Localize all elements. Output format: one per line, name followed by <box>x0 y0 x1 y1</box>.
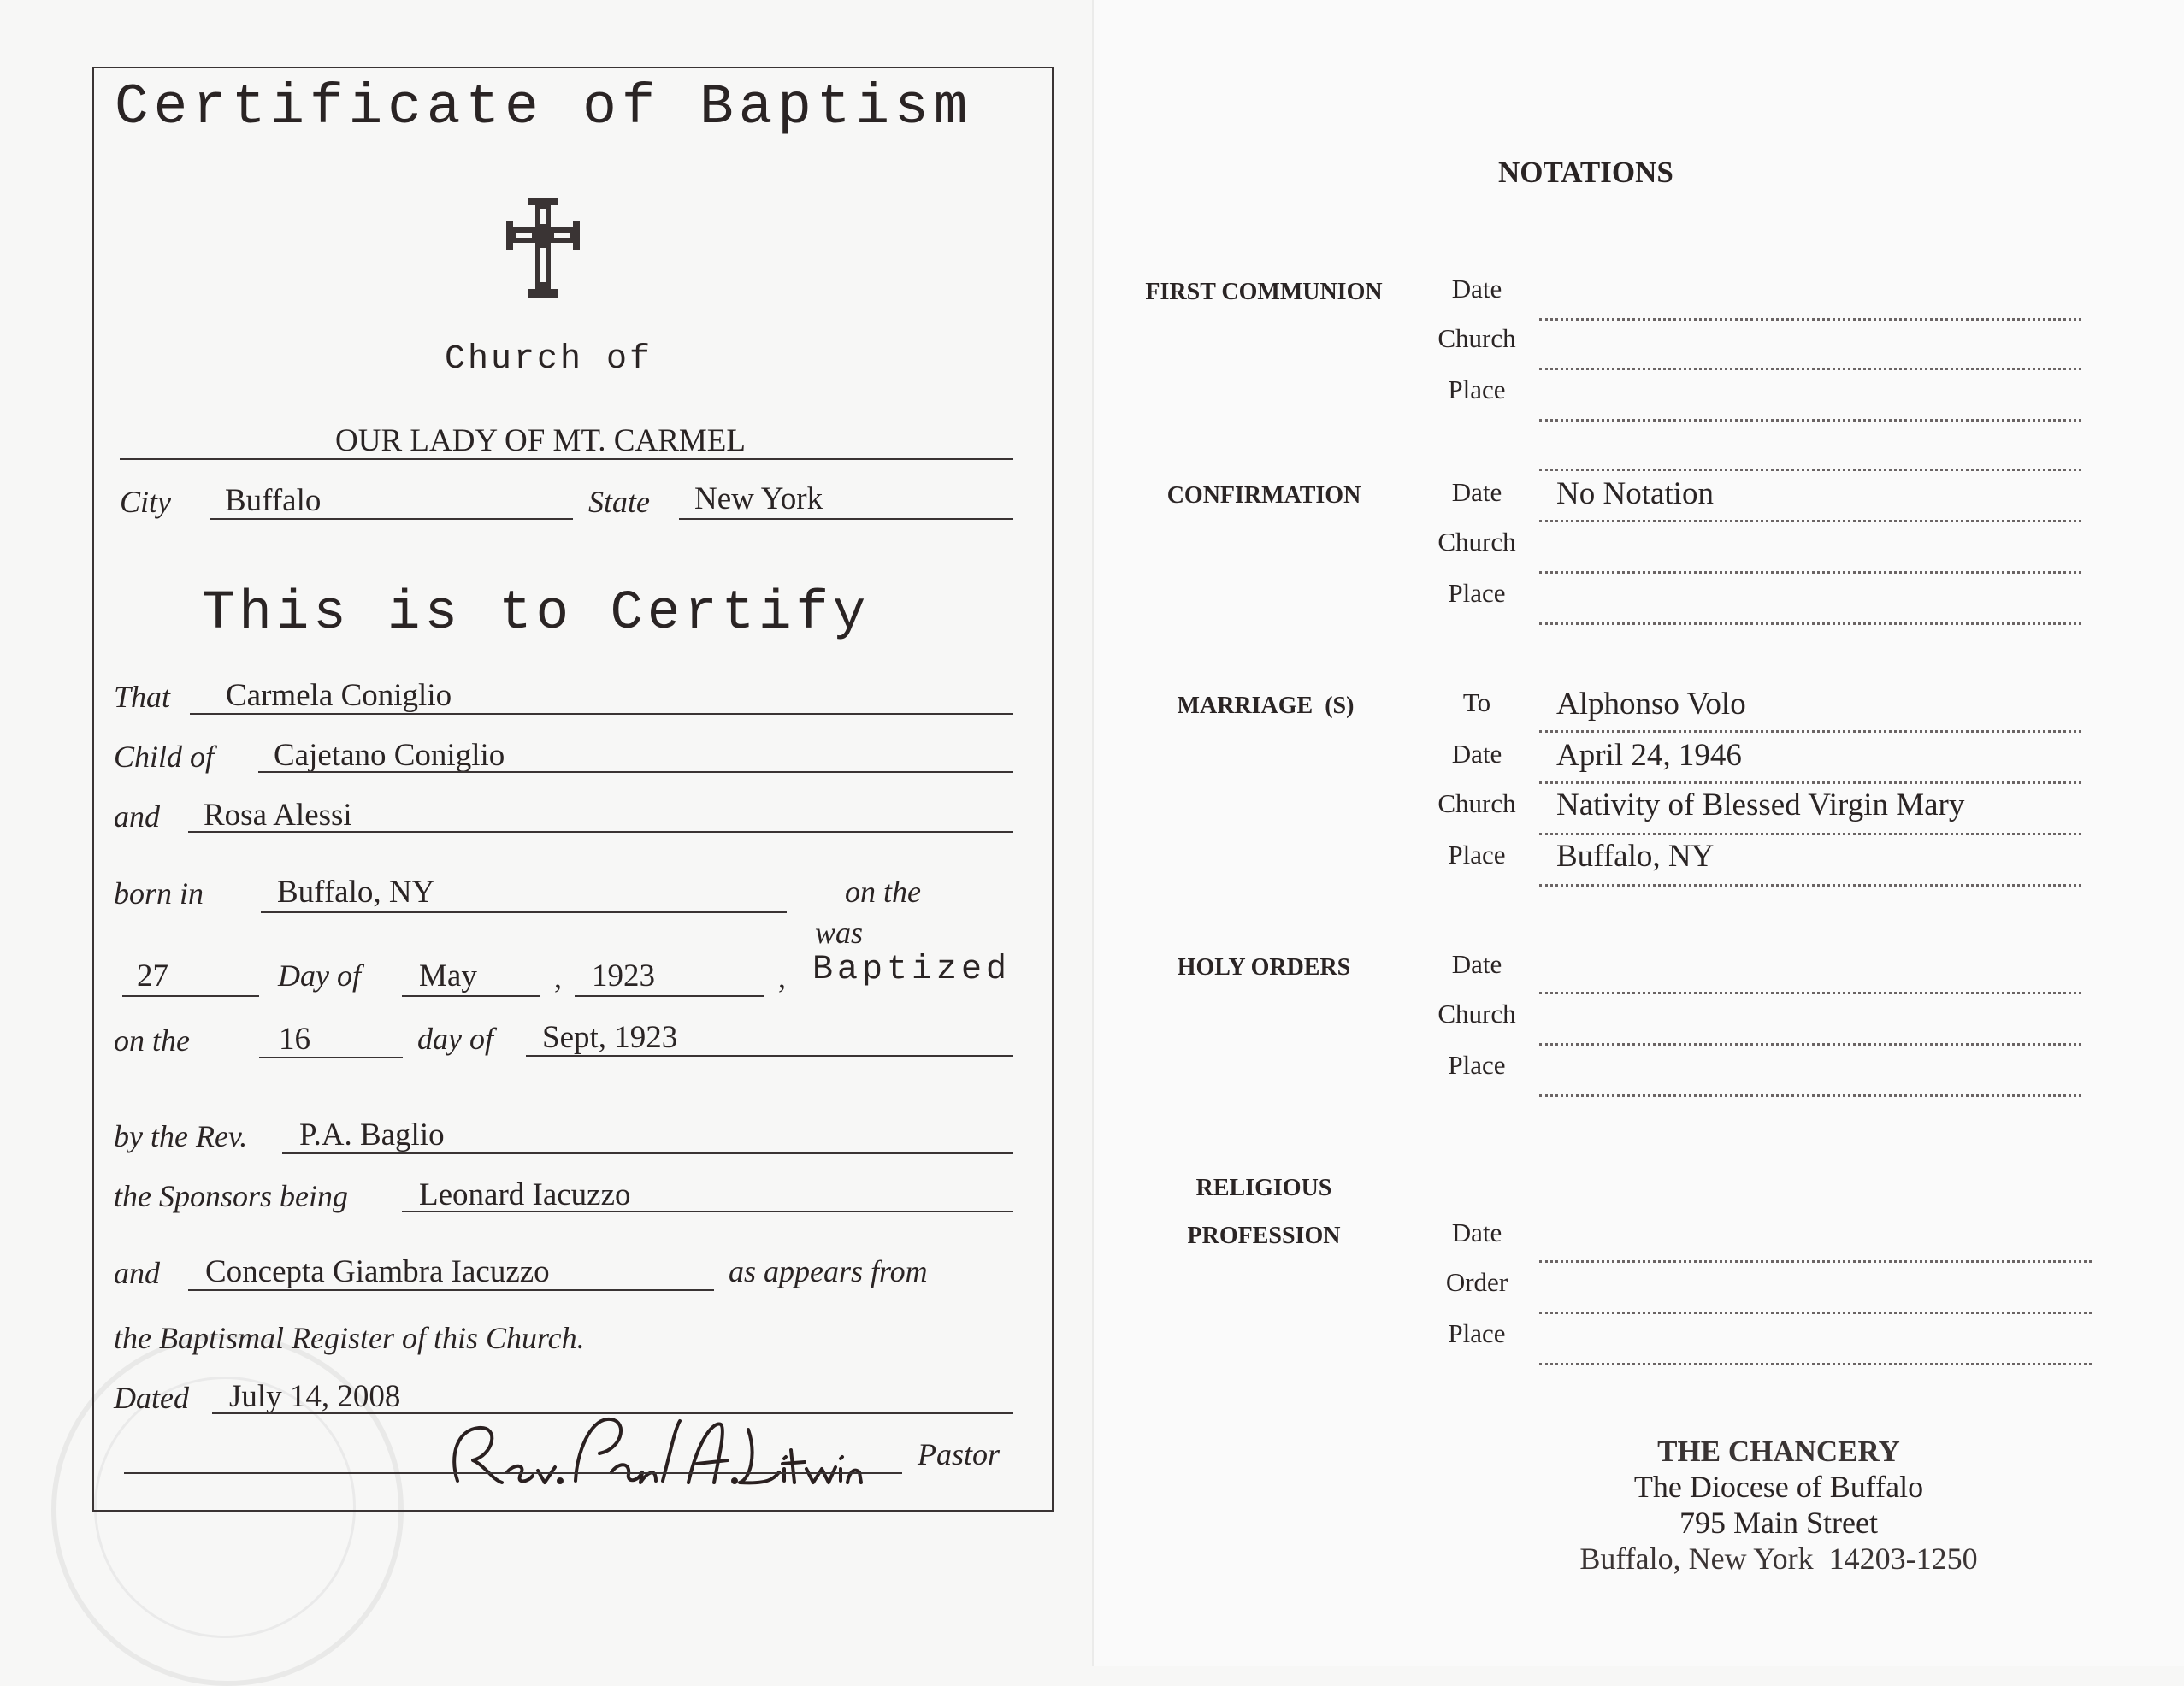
religious-profession-order-line <box>1539 1312 2092 1314</box>
birthplace-value: Buffalo, NY <box>277 875 435 910</box>
first-communion-church-line <box>1539 368 2081 370</box>
certificate-title: Certificate of Baptism <box>115 75 973 139</box>
pastor-signature <box>432 1404 868 1498</box>
marriage-place-line <box>1539 884 2081 887</box>
state-line <box>679 518 1013 520</box>
religious-profession-place-label: Place <box>1448 1318 1506 1348</box>
holy-orders-church-line <box>1539 1043 2081 1046</box>
confirmation-heading: CONFIRMATION <box>1166 482 1361 509</box>
marriage-to-label: To <box>1462 687 1491 717</box>
state-label: State <box>588 485 650 519</box>
sponsor-1-line <box>402 1211 1013 1212</box>
confirmation-date-value: No Notation <box>1556 476 1714 511</box>
certify-heading: This is to Certify <box>202 583 871 645</box>
marriage-to-value: Alphonso Volo <box>1556 687 1746 722</box>
dated-value: July 14, 2008 <box>229 1379 401 1414</box>
church-of-label: Church of <box>445 340 653 379</box>
marriage-date-line <box>1539 781 2081 784</box>
holy-orders-heading: HOLY ORDERS <box>1177 954 1351 981</box>
born-in-label: born in <box>114 876 204 911</box>
first-communion-date-line <box>1539 318 2081 321</box>
was-label: was <box>815 916 864 950</box>
mother-line <box>188 831 1013 833</box>
birth-year-line <box>575 995 764 997</box>
marriage-place-label: Place <box>1448 840 1506 870</box>
confirmation-church-line <box>1539 571 2081 574</box>
dated-label: Dated <box>114 1381 189 1415</box>
religious-profession-date-label: Date <box>1451 1217 1502 1247</box>
comma-2: , <box>778 960 786 994</box>
chancery-street: 795 Main Street <box>1679 1506 1878 1540</box>
marriage-to-line <box>1539 730 2081 733</box>
church-name-line <box>120 458 1013 460</box>
holy-orders-church-label: Church <box>1437 999 1516 1029</box>
city-value: Buffalo <box>225 483 322 518</box>
religious-profession-place-line <box>1539 1363 2092 1365</box>
baptism-date-line <box>526 1055 1013 1057</box>
signature-line <box>124 1472 902 1474</box>
sponsor-1: Leonard Iacuzzo <box>419 1177 631 1212</box>
that-label: That <box>114 680 171 714</box>
confirmation-date-line <box>1539 520 2081 522</box>
chancery-diocese: The Diocese of Buffalo <box>1633 1470 1924 1504</box>
holy-orders-place-line <box>1539 1094 2081 1097</box>
pastor-label: Pastor <box>918 1437 1001 1471</box>
and-label: and <box>114 799 160 834</box>
chancery-city: Buffalo, New York 14203-1250 <box>1579 1542 1978 1576</box>
first-communion-place-label: Place <box>1448 374 1506 404</box>
sponsor-2-line <box>188 1289 714 1291</box>
first-communion-heading: FIRST COMMUNION <box>1145 279 1383 305</box>
on-the-label: on the <box>845 875 921 909</box>
birth-year: 1923 <box>592 958 655 993</box>
on-the-label-2: on the <box>114 1023 190 1058</box>
day-of-label: Day of <box>278 958 361 993</box>
city-line <box>210 518 573 520</box>
confirmation-place-line <box>1539 622 2081 625</box>
priest-line <box>282 1152 1013 1154</box>
religious-profession-heading-2: PROFESSION <box>1187 1223 1341 1249</box>
day-of-label-2: day of <box>417 1022 493 1056</box>
father-line <box>258 771 1013 773</box>
first-communion-date-label: Date <box>1451 274 1502 304</box>
first-communion-place-line <box>1539 419 2081 422</box>
baptism-day-line <box>259 1057 403 1058</box>
holy-orders-place-label: Place <box>1448 1050 1506 1080</box>
first-communion-church-label: Church <box>1437 323 1516 353</box>
marriage-church-label: Church <box>1437 788 1516 818</box>
baptism-day: 16 <box>279 1022 310 1057</box>
marriage-church-value: Nativity of Blessed Virgin Mary <box>1556 787 1965 822</box>
register-text: the Baptismal Register of this Church. <box>114 1321 585 1355</box>
state-value: New York <box>694 481 823 516</box>
holy-orders-date-label: Date <box>1451 949 1502 979</box>
birthplace-line <box>261 911 787 913</box>
marriage-heading <box>1146 693 1385 720</box>
notations-title: NOTATIONS <box>1498 156 1673 189</box>
marriage-date-value: April 24, 1946 <box>1556 738 1742 773</box>
comma-1: , <box>554 960 562 994</box>
chancery-title: THE CHANCERY <box>1657 1435 1900 1468</box>
mother-name: Rosa Alessi <box>204 798 352 833</box>
first-communion-extra-line <box>1539 469 2081 471</box>
baptism-date: Sept, 1923 <box>542 1020 678 1055</box>
birth-day-line <box>122 995 259 997</box>
baptized-name: Carmela Coniglio <box>226 678 452 713</box>
confirmation-church-label: Church <box>1437 527 1516 557</box>
sponsor-2: Concepta Giambra Iacuzzo <box>205 1254 550 1289</box>
child-of-label: Child of <box>114 740 215 774</box>
religious-profession-heading-1: RELIGIOUS <box>1195 1175 1332 1201</box>
birth-month-line <box>402 995 540 997</box>
father-name: Cajetano Coniglio <box>274 738 505 773</box>
as-appears-label: as appears from <box>729 1254 928 1288</box>
marriage-date-label: Date <box>1451 739 1502 769</box>
religious-profession-date-line <box>1539 1260 2092 1263</box>
priest-name: P.A. Baglio <box>299 1117 445 1152</box>
cross-icon <box>505 197 581 299</box>
baptized-label: Baptized <box>812 951 1012 989</box>
birth-month: May <box>419 958 477 993</box>
religious-profession-order-label: Order <box>1445 1267 1508 1297</box>
church-name: OUR LADY OF MT. CARMEL <box>335 423 746 458</box>
confirmation-date-label: Date <box>1451 477 1502 507</box>
fold-crease <box>1092 0 1094 1666</box>
by-rev-label: by the Rev. <box>114 1119 248 1153</box>
marriage-heading-suffix: (S) <box>1325 693 1355 719</box>
marriage-heading-text: MARRIAGE <box>1177 693 1313 719</box>
that-line <box>190 713 1013 715</box>
marriage-church-line <box>1539 833 2081 835</box>
sponsors-label: the Sponsors being <box>114 1179 348 1213</box>
confirmation-place-label: Place <box>1448 578 1506 608</box>
marriage-place-value: Buffalo, NY <box>1556 839 1715 874</box>
birth-day: 27 <box>137 958 168 993</box>
and-label-2: and <box>114 1256 160 1290</box>
holy-orders-date-line <box>1539 992 2081 994</box>
city-label: City <box>120 485 171 519</box>
